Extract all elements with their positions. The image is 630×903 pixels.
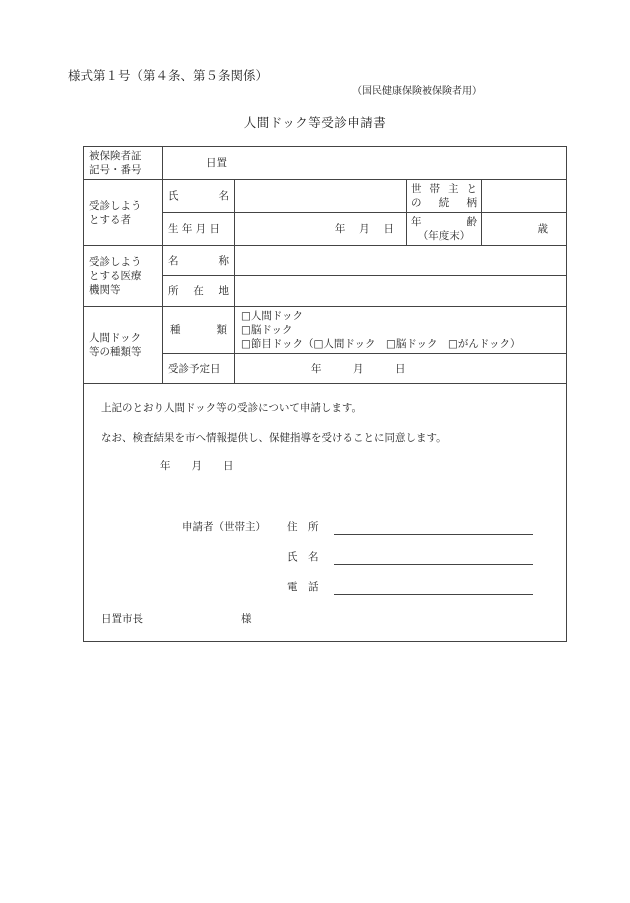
birthdate-value: 年 月 日 — [334, 223, 394, 235]
statement-line-1: 上記のとおり人間ドック等の受診について申請します。 — [101, 402, 363, 414]
addressee: 日置市長 — [101, 613, 143, 625]
relation-label: 世 帯 主 と の 続 柄 — [407, 180, 482, 213]
insurance-row — [84, 147, 567, 180]
checkup-type-row — [84, 307, 567, 354]
statement-line-2: なお、検査結果を市へ情報提供し、保健指導を受けることに同意します。 — [101, 432, 447, 444]
relation-field[interactable] — [482, 180, 567, 213]
birthdate-field[interactable] — [235, 213, 407, 246]
phone-label: 電 話 — [287, 581, 319, 593]
insurance-prefix: 日置 — [206, 157, 227, 169]
age-unit: 歳 — [537, 223, 548, 235]
age-field[interactable] — [482, 213, 567, 246]
address-label: 住 所 — [287, 521, 319, 533]
insured-type-note: （国民健康保険被保険者用） — [352, 86, 482, 97]
application-form-table — [83, 146, 567, 642]
facility-name-field[interactable] — [235, 246, 567, 276]
type-options — [235, 307, 567, 354]
facility-address-field[interactable] — [235, 276, 567, 307]
document-title: 人間ドック等受診申請書 — [243, 115, 387, 130]
name-input-line[interactable] — [334, 564, 533, 565]
age-label: 年 齢 （年度末） — [407, 213, 482, 246]
birthdate-label: 生 年 月 日 — [163, 213, 235, 246]
type-option-brain-dock[interactable]: □脳ドック — [241, 324, 293, 336]
scheduled-date-field[interactable] — [235, 354, 567, 384]
applicant-label: 受診しよう とする者 — [84, 180, 163, 246]
statement-row — [84, 384, 567, 642]
name-label: 氏 名 — [163, 180, 235, 213]
statement-cell — [84, 384, 567, 642]
applicant-name-row — [84, 180, 567, 213]
applicant-heading: 申請者（世帯主） — [182, 521, 266, 533]
address-input-line[interactable] — [334, 534, 533, 535]
phone-input-line[interactable] — [334, 594, 533, 595]
scheduled-date-label: 受診予定日 — [163, 354, 235, 384]
facility-name-label: 名 称 — [163, 246, 235, 276]
application-date[interactable]: 年 月 日 — [160, 460, 234, 472]
name-field[interactable] — [235, 180, 407, 213]
type-option-ningen-dock[interactable]: □人間ドック — [241, 310, 304, 322]
facility-address-label: 所 在 地 — [163, 276, 235, 307]
form-number: 様式第１号（第４条、第５条関係） — [68, 68, 269, 83]
honorific: 様 — [241, 613, 252, 625]
insurance-number-field[interactable] — [163, 147, 567, 180]
facility-name-row — [84, 246, 567, 276]
type-label: 種 類 — [163, 307, 235, 354]
signature-name-label: 氏 名 — [287, 551, 319, 563]
facility-label: 受診しよう とする医療 機関等 — [84, 246, 163, 307]
insurance-number-label: 被保険者証 記号・番号 — [84, 147, 163, 180]
type-option-milestone-dock[interactable]: □節目ドック（□人間ドック □脳ドック □がんドック） — [241, 338, 521, 350]
scheduled-date-value: 年 月 日 — [311, 362, 406, 375]
checkup-label: 人間ドック 等の種類等 — [84, 307, 163, 384]
